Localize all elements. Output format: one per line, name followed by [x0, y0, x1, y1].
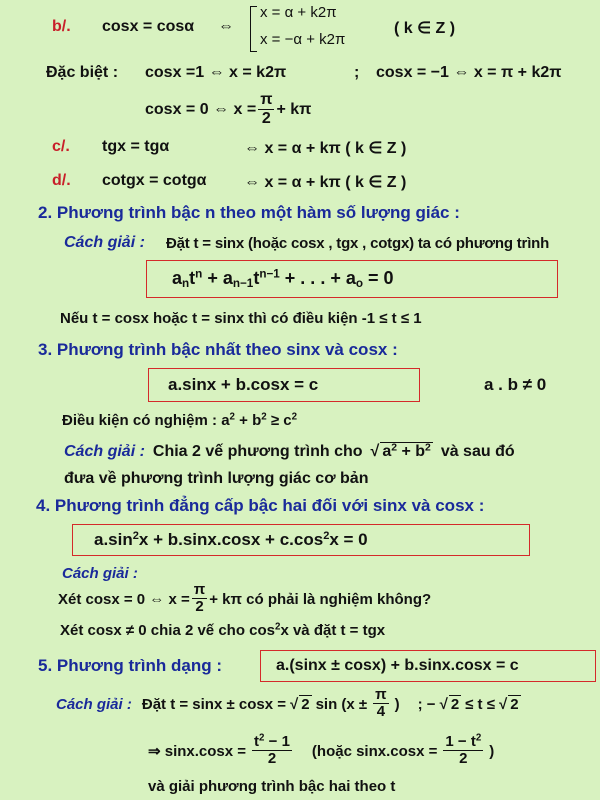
sqrt-2-radicand: 2 — [301, 696, 310, 713]
sqrt-2-left-radicand: 2 — [450, 696, 460, 713]
formula-subscript-n1: n−1 — [232, 276, 254, 290]
fraction-denominator-2: 2 — [195, 598, 204, 616]
formula-variable-2: t — [253, 268, 260, 288]
line-1-right: + kπ có phải là nghiệm không? — [209, 590, 432, 608]
section-2-method-label: Cách giải : — [64, 234, 145, 251]
section-4-formula — [94, 530, 368, 550]
section-2-note: Nếu t = cosx hoặc t = sinx thì có điều kiện -1 ≤ t ≤ 1 — [60, 310, 422, 327]
b-solution-1: x = α + k2π — [260, 4, 337, 21]
formula-subscript: n — [182, 276, 190, 290]
sqrt-2-right-radicand: 2 — [510, 696, 519, 713]
pi-over-4-fraction — [373, 687, 388, 720]
b-equation: cosx = cosα — [102, 18, 195, 35]
fraction-numerator-3: π — [375, 686, 387, 704]
one-minus-t-squared-fraction — [443, 734, 483, 767]
section-3-method — [64, 442, 515, 461]
existence-end: ≥ c — [266, 412, 292, 429]
special-case-3-left: cosx = 0 ⇔ x = — [145, 101, 257, 118]
formula-exponent: n — [195, 267, 203, 281]
substitution-sin: sin (x ± — [315, 695, 368, 713]
formula-end: x = 0 — [329, 530, 368, 549]
label-d: d/. — [52, 172, 71, 189]
formula-plus-a: + a — [207, 268, 233, 288]
section-5-title: 5. Phương trình dạng : — [38, 656, 222, 675]
line-1-left: Xét cosx = 0 ⇔ x = — [58, 590, 190, 608]
line-2-text: Xét cosx ≠ 0 chia 2 vế cho cos — [60, 622, 276, 639]
system-brace — [250, 6, 257, 52]
section-5-formula: a.(sinx ± cosx) + b.sinx.cosx = c — [276, 657, 519, 674]
t-exp-2: 2 — [475, 733, 482, 745]
section-5-product — [148, 728, 494, 774]
exp-2b: 2 — [261, 411, 267, 423]
section-3-formula: a.sinx + b.cosx = c — [168, 375, 319, 394]
section-3-method-line2: đưa về phương trình lượng giác cơ bản — [64, 470, 369, 487]
formula-equals-zero: = 0 — [368, 268, 394, 288]
sqrt-2: √ 2 — [290, 696, 310, 713]
special-label: Đặc biệt : — [46, 64, 119, 81]
c-equation: tgx = tgα — [102, 138, 170, 155]
section-3-method-label: Cách giải : — [64, 442, 145, 460]
section-2-method: Đặt t = sinx (hoặc cosx , tgx , cotgx) ta có phương trình — [166, 235, 550, 252]
formula-subscript-0: o — [355, 276, 363, 290]
b-condition: ( k ∈ Z ) — [394, 20, 456, 37]
special-case-3 — [145, 88, 311, 132]
section-5-final: và giải phương trình bậc hai theo t — [148, 778, 396, 795]
existence-label: Điều kiện có nghiệm : a — [62, 412, 230, 429]
cos-exp: 2 — [323, 529, 330, 542]
exp-2: 2 — [229, 411, 235, 423]
b-arrow: ⇔ — [218, 18, 234, 35]
exp-2c: 2 — [291, 411, 298, 423]
special-case-3-right: + kπ — [276, 101, 312, 118]
section-4-line-1 — [58, 579, 431, 619]
section-3-title: 3. Phương trình bậc nhất theo sinx và cosx : — [38, 340, 398, 359]
section-3-method-end: và sau đó — [440, 442, 515, 460]
fraction-denominator-4: 2 — [267, 750, 277, 768]
d-solution: ⇔ x = α + kπ ( k ∈ Z ) — [244, 174, 407, 191]
formula-variable: t — [189, 268, 196, 288]
formula-ellipsis: + . . . + a — [284, 268, 356, 288]
fraction-numerator: π — [260, 91, 273, 109]
section-3-existence — [62, 412, 297, 429]
fraction-numerator-4 — [252, 734, 292, 751]
b-solution-2: x = −α + k2π — [260, 31, 346, 48]
section-5-method-label: Cách giải : — [56, 695, 132, 713]
sqrt-a: a — [382, 443, 392, 460]
range-inequality: ≤ t ≤ — [465, 695, 495, 713]
sin-exp: 2 — [132, 529, 139, 542]
section-4-line-2 — [60, 622, 385, 639]
line-2-end: x và đặt t = tgx — [280, 622, 386, 639]
pi-over-2-fraction — [258, 92, 274, 127]
existence-mid: + b — [234, 412, 262, 429]
substitution-close: ) — [394, 695, 400, 713]
label-c: c/. — [52, 138, 70, 155]
one-minus-t: 1 − t — [445, 733, 476, 751]
formula-exponent-n1: n−1 — [259, 267, 280, 281]
fraction-numerator-5 — [443, 734, 483, 751]
special-case-1: cosx =1 ⇔ x = k2π — [145, 64, 287, 81]
t-exp: 2 — [259, 733, 265, 745]
t-var: t — [254, 733, 260, 751]
product-alternative: (hoặc sinx.cosx = — [311, 742, 438, 760]
section-3-condition: a . b ≠ 0 — [484, 375, 547, 394]
formula-a-sin: a.sin — [94, 530, 133, 549]
fraction-denominator: 2 — [261, 110, 271, 128]
c-solution: ⇔ x = α + kπ ( k ∈ Z ) — [244, 140, 407, 157]
sqrt-2-right: √ 2 — [498, 696, 519, 713]
sqrt-expression: √ $a^2 + b^2$ — [370, 442, 431, 460]
t-squared-minus-1-fraction — [252, 734, 292, 767]
fraction-denominator-3: 4 — [376, 703, 386, 721]
section-2-title: 2. Phương trình bậc n theo một hàm số lượng giác : — [38, 203, 460, 222]
fraction-denominator-5: 2 — [459, 750, 468, 768]
section-4-title: 4. Phương trình đẳng cấp bậc hai đối với sinx và cosx : — [36, 496, 485, 515]
section-4-method-label: Cách giải : — [62, 565, 138, 582]
section-5-substitution — [56, 683, 521, 725]
section-2-formula — [172, 268, 394, 289]
pi-over-2-fraction-2 — [192, 582, 207, 615]
sqrt-2-left: √ 2 — [439, 696, 460, 713]
sqrt-plus-b: + b — [397, 443, 426, 460]
substitution-text: Đặt t = sinx ± cosx = — [141, 695, 286, 713]
label-b: b/. — [52, 18, 71, 35]
special-case-2: cosx = −1 ⇔ x = π + k2π — [376, 64, 562, 81]
sqrt-exp-a: 2 — [391, 442, 398, 454]
d-equation: cotgx = cotgα — [102, 172, 207, 189]
product-close: ) — [489, 742, 495, 760]
formula-coefficient: a — [172, 268, 183, 288]
minus-1: − 1 — [264, 733, 290, 751]
fraction-numerator-2: π — [193, 581, 206, 599]
section-3-method-text: Chia 2 vế phương trình cho — [152, 442, 363, 460]
sqrt-exp-b: 2 — [425, 442, 431, 454]
product-left: ⇒ sinx.cosx = — [148, 743, 247, 760]
formula-middle: x + b.sinx.cosx + c.cos — [138, 530, 324, 549]
range-minus: ; − — [417, 695, 436, 713]
cos-sq-exp: 2 — [275, 621, 281, 633]
special-separator: ; — [354, 64, 360, 81]
